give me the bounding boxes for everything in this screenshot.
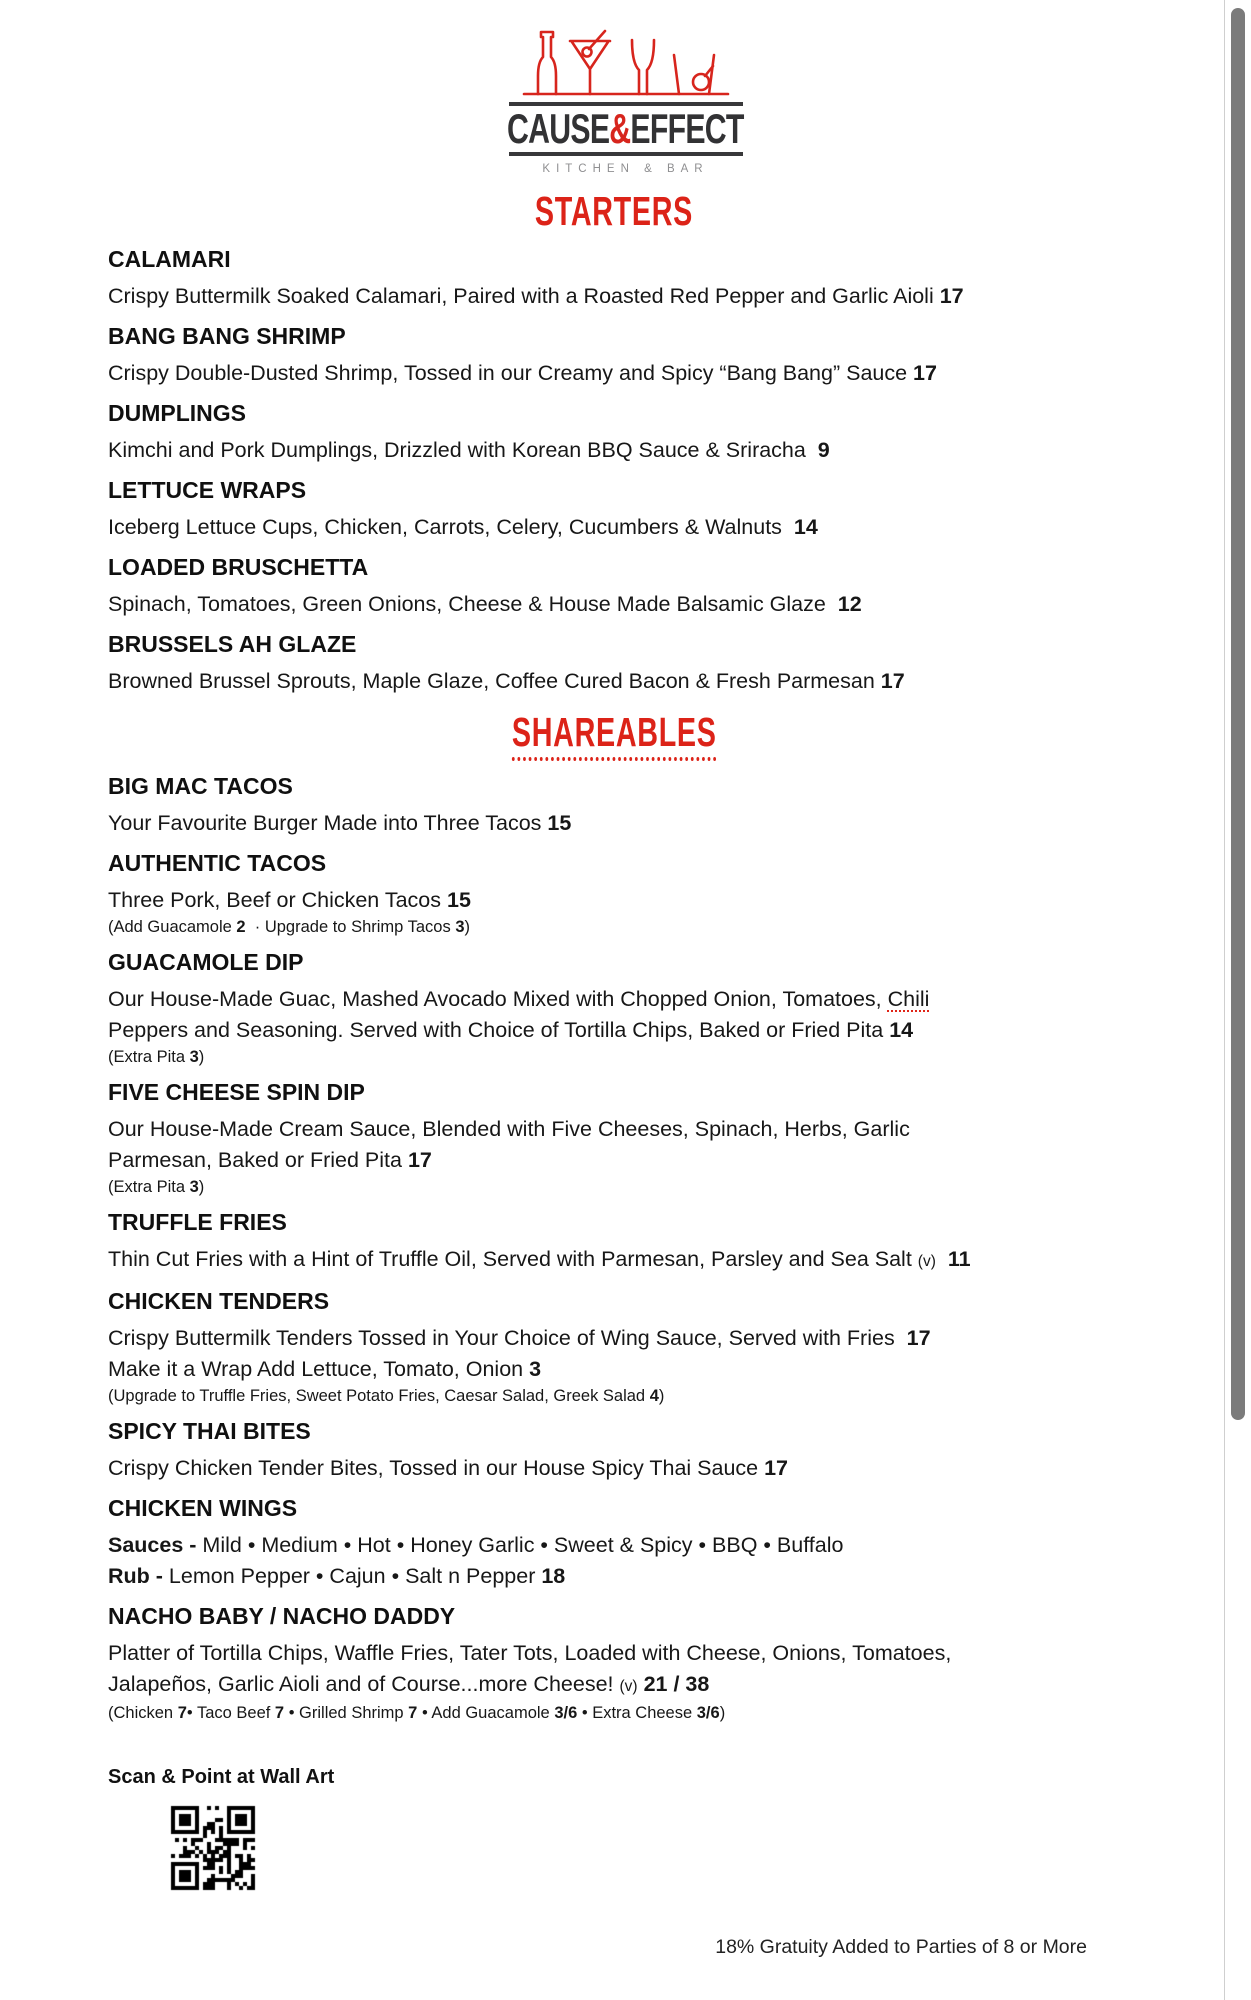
menu-item-title: BIG MAC TACOS — [108, 773, 293, 799]
item-price: 15 — [547, 811, 572, 835]
menu-item-description — [108, 1669, 1120, 1702]
logo-wordmark — [507, 107, 744, 151]
menu-item — [108, 246, 1120, 312]
item-price: 17 — [880, 669, 905, 693]
restaurant-logo — [0, 24, 1251, 175]
item-price: 3 — [455, 918, 465, 936]
item-price: 15 — [446, 888, 471, 912]
text-segment: Crispy Buttermilk Soaked Calamari, Paired with a Roasted Red Pepper and Garlic Aioli — [108, 284, 940, 308]
menu-item-description — [108, 984, 1120, 1015]
menu-item-description — [108, 1015, 1120, 1046]
section-heading-text: STARTERS — [534, 188, 694, 234]
scan-wall-art-label: Scan & Point at Wall Art — [108, 1766, 335, 1788]
text-segment: Rub - — [108, 1564, 169, 1588]
text-segment: Our House-Made Cream Sauce, Blended with Five Cheeses, Spinach, Herbs, Garlic — [108, 1117, 910, 1141]
text-segment: ) — [464, 918, 470, 936]
menu-item-description — [108, 808, 1120, 839]
item-price: 9 — [817, 438, 830, 462]
text-segment: Three Pork, Beef or Chicken Tacos — [108, 888, 447, 912]
item-price: 12 — [837, 592, 862, 616]
text-segment: ) — [198, 1048, 205, 1066]
menu-item — [108, 1209, 1120, 1277]
text-segment: Mild • Medium • Hot • Honey Garlic • Sweet & Spicy • BBQ • Buffalo — [202, 1533, 844, 1557]
text-segment: Platter of Tortilla Chips, Waffle Fries, Tater Tots, Loaded with Cheese, Onions, Tomatoes, — [108, 1641, 952, 1665]
menu-item-title: CHICKEN WINGS — [108, 1495, 298, 1521]
menu-item-description — [108, 1145, 1120, 1176]
menu-item-description — [108, 885, 1120, 916]
item-price: 17 — [407, 1148, 432, 1172]
text-segment: (v) — [619, 1678, 638, 1695]
text-segment: Kimchi and Pork Dumplings, Drizzled with Korean BBQ Sauce & Sriracha — [108, 438, 818, 462]
menu-section-starters — [108, 188, 1120, 697]
section-heading-starters — [108, 188, 1120, 234]
item-price: 14 — [793, 515, 818, 539]
item-price: 21 / 38 — [643, 1672, 710, 1696]
text-segment: (Chicken — [108, 1704, 178, 1722]
item-price: 17 — [913, 361, 937, 385]
menu-item-description — [108, 1244, 1120, 1277]
text-segment: Parmesan, Baked or Fried Pita — [108, 1148, 408, 1172]
scrollbar-thumb[interactable] — [1231, 8, 1245, 1420]
menu-item-title: AUTHENTIC TACOS — [108, 850, 327, 876]
citrus-garnish-icon — [693, 74, 709, 90]
menu-item — [108, 773, 1120, 839]
menu-item-description — [108, 666, 1120, 697]
menu-item-title: SPICY THAI BITES — [108, 1418, 311, 1444]
text-segment: (Upgrade to Truffle Fries, Sweet Potato Fries, Caesar Salad, Greek Salad — [108, 1387, 650, 1405]
item-price: 17 — [939, 284, 964, 308]
item-price: 14 — [889, 1018, 914, 1042]
text-segment: • Taco Beef — [186, 1704, 275, 1722]
logo-word-cause: CAUSE — [507, 105, 610, 152]
item-price: 11 — [947, 1247, 971, 1271]
menu-item-description — [108, 281, 1120, 312]
menu-item-description — [108, 512, 1120, 543]
text-segment: Lemon Pepper • Cajun • Salt n Pepper — [168, 1564, 542, 1588]
menu-item-description — [108, 358, 1120, 389]
menu-item — [108, 554, 1120, 620]
text-segment: Chili — [887, 987, 930, 1011]
text-segment: (Add Guacamole — [108, 918, 237, 936]
menu-item-description — [108, 1114, 1120, 1145]
champagne-glass-icon — [632, 40, 639, 94]
menu-item — [108, 850, 1120, 938]
logo-ampersand: & — [609, 105, 631, 152]
menu-item-description — [108, 1453, 1120, 1484]
section-heading-text: SHAREABLES — [512, 709, 717, 761]
text-segment: (Extra Pita — [108, 1048, 190, 1066]
menu-item-description — [108, 1530, 1120, 1561]
item-price: 18 — [541, 1564, 566, 1588]
menu-item — [108, 323, 1120, 389]
logo-barware-art — [522, 24, 730, 98]
menu-item-note — [108, 917, 1120, 938]
qr-code — [170, 1805, 256, 1891]
text-segment: Your Favourite Burger Made into Three Tacos — [108, 811, 548, 835]
text-segment: Thin Cut Fries with a Hint of Truffle Oil, Served with Parmesan, Parsley and Sea Salt — [108, 1247, 918, 1271]
logo-word-effect: EFFECT — [630, 105, 744, 152]
logo-tagline: KITCHEN & BAR — [542, 163, 709, 175]
text-segment: ) — [198, 1178, 205, 1196]
item-price: 3/6 — [696, 1704, 720, 1722]
text-segment: Browned Brussel Sprouts, Maple Glaze, Coffee Cured Bacon & Fresh Parmesan — [108, 669, 881, 693]
menu-item-note — [108, 1703, 1120, 1724]
text-segment: (Extra Pita — [108, 1178, 190, 1196]
menu-item-title: FIVE CHEESE SPIN DIP — [108, 1079, 365, 1105]
menu-item-description — [108, 1323, 1120, 1354]
menu-item-title: BRUSSELS AH GLAZE — [108, 631, 357, 657]
menu-item-title: CHICKEN TENDERS — [108, 1288, 330, 1314]
menu-item — [108, 1288, 1120, 1407]
menu-item-description — [108, 1354, 1120, 1385]
item-price: 3 — [529, 1357, 542, 1381]
menu-item-title: DUMPLINGS — [108, 400, 246, 426]
menu-item-title: LETTUCE WRAPS — [108, 477, 307, 503]
item-price: 3 — [189, 1048, 199, 1066]
text-segment — [936, 1247, 948, 1271]
menu-item-title: GUACAMOLE DIP — [108, 949, 304, 975]
menu-item-title: NACHO BABY / NACHO DADDY — [108, 1603, 456, 1629]
text-segment: Sauces - — [108, 1533, 203, 1557]
wine-bottle-icon — [538, 32, 556, 94]
menu-item — [108, 1418, 1120, 1484]
item-price: 3 — [189, 1178, 199, 1196]
text-segment: • Extra Cheese — [577, 1704, 697, 1722]
menu-item-note — [108, 1386, 1120, 1407]
text-segment: Our House-Made Guac, Mashed Avocado Mixed with Chopped Onion, Tomatoes, — [108, 987, 888, 1011]
text-segment: Crispy Double-Dusted Shrimp, Tossed in our Creamy and Spicy “Bang Bang” Sauce — [108, 361, 914, 385]
text-segment: Make it a Wrap Add Lettuce, Tomato, Onion — [108, 1357, 530, 1381]
menu-item-description — [108, 589, 1120, 620]
page-edge-line — [1224, 0, 1225, 2000]
text-segment: Spinach, Tomatoes, Green Onions, Cheese & House Made Balsamic Glaze — [108, 592, 838, 616]
gratuity-note: 18% Gratuity Added to Parties of 8 or More — [715, 1936, 1087, 1958]
menu-item-title: LOADED BRUSCHETTA — [108, 554, 369, 580]
item-price: 4 — [649, 1387, 659, 1405]
text-segment: · Upgrade to Shrimp Tacos — [245, 918, 456, 936]
menu-content — [108, 188, 1120, 1891]
item-price: 17 — [764, 1456, 789, 1480]
menu-item-description — [108, 1561, 1120, 1592]
menu-item-title: BANG BANG SHRIMP — [108, 323, 346, 349]
text-segment: Crispy Chicken Tender Bites, Tossed in our House Spicy Thai Sauce — [108, 1456, 765, 1480]
menu-item-description — [108, 435, 1120, 466]
item-price: 7 — [408, 1704, 418, 1722]
menu-item-title: CALAMARI — [108, 246, 231, 272]
item-price: 17 — [906, 1326, 931, 1350]
item-price: 3/6 — [554, 1704, 578, 1722]
menu-section-shareables — [108, 709, 1120, 1724]
text-segment: • Grilled Shrimp — [284, 1704, 409, 1722]
text-segment: Peppers and Seasoning. Served with Choice of Tortilla Chips, Baked or Fried Pita — [108, 1018, 890, 1042]
menu-item — [108, 1079, 1120, 1198]
text-segment: Jalapeños, Garlic Aioli and of Course...more Cheese! — [108, 1672, 620, 1696]
text-segment: (v) — [917, 1253, 936, 1270]
text-segment: ) — [719, 1704, 726, 1722]
logo-rule-bottom — [509, 152, 743, 156]
menu-item-title: TRUFFLE FRIES — [108, 1209, 287, 1235]
item-price: 2 — [236, 918, 246, 936]
text-segment: Crispy Buttermilk Tenders Tossed in Your Choice of Wing Sauce, Served with Fries — [108, 1326, 907, 1350]
menu-item — [108, 477, 1120, 543]
menu-item — [108, 400, 1120, 466]
rocks-glass-icon — [674, 55, 714, 94]
text-segment: • Add Guacamole — [417, 1704, 555, 1722]
text-segment: ) — [658, 1387, 665, 1405]
section-heading-shareables — [108, 709, 1120, 761]
menu-item — [108, 1495, 1120, 1592]
menu-item-note — [108, 1177, 1120, 1198]
text-segment: Iceberg Lettuce Cups, Chicken, Carrots, Celery, Cucumbers & Walnuts — [108, 515, 794, 539]
champagne-glass-icon — [647, 40, 654, 94]
menu-item — [108, 1603, 1120, 1724]
menu-item — [108, 631, 1120, 697]
item-price: 7 — [274, 1704, 285, 1722]
menu-item — [108, 949, 1120, 1068]
menu-item-note — [108, 1047, 1120, 1068]
menu-item-description — [108, 1638, 1120, 1669]
item-price: 7 — [177, 1704, 187, 1722]
